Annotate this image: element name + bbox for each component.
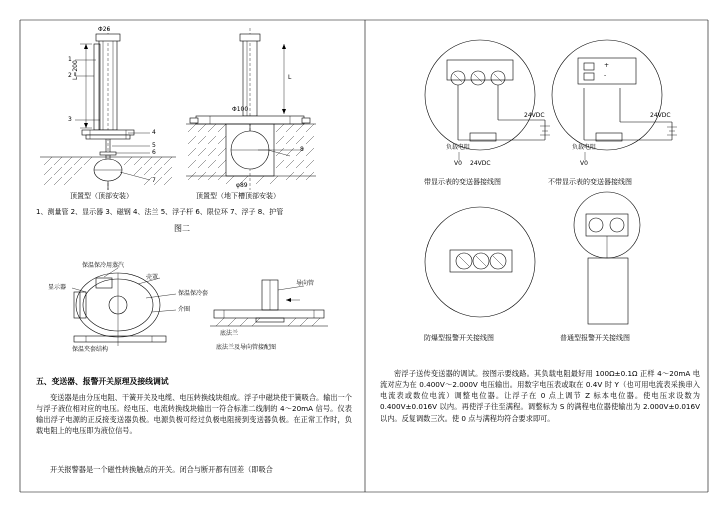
label-flange-guide-caption: 底法兰及导向管接配图 [216,344,277,351]
panel-b-24vdc-top: 24VDC [650,112,671,119]
dim-label-phi89: φ89 [236,182,248,189]
label-steam: 保温保冷用蒸汽 [82,262,125,269]
right-column-text: 密浮子送传变送器的调试。按图示要线路。其负载电阻最好用 100Ω±0.1Ω 正样 4～20mA 电流对应为在 0.400V～2.000V 电压输出。用数字电压表或取在 0.4V 时 Y（也可用电流表采换串入电流表或数位电流）调整电位器。让浮子在 0 点上调节 Z 标本电位器。使电压求设数为 0.400V±0.016V 以内。再使浮子往至满程。调整标为 S 的满程电位器使输出为 2.000V±0.016V 以内。反复调数三次。使 0 点与满程均符合要求即可。 [380,369,700,423]
section-title: 五、变送器、报警开关原理及接线调试 [36,377,169,386]
label-bottom-flange: 底法兰 [220,330,239,337]
panel-a-24vdc-top: 24VDC [524,112,545,119]
panel-a-24vdc: 24VDC [470,160,491,167]
dim-label-l200: L=200 [72,60,79,80]
panel-c-caption: 防爆型报警开关接线图 [424,334,494,342]
label-shell-cover: 壳罩 [146,274,159,281]
callout-1: 1 [68,56,72,63]
dim-label-phi100: Φ100 [232,106,249,113]
callout-2: 2 [68,72,72,79]
label-jacket: 保温保冷套 [178,290,209,297]
panel-b-terminal-plus: + [604,62,610,69]
callout-4: 4 [152,129,156,136]
figure-one-legend: 1、测量管 2、显示器 3、磁钢 4、法兰 5、浮子杆 6、限位环 7、浮子 8、护管 [36,208,284,216]
callout-6: 6 [152,149,156,156]
label-jacket-structure: 保温夹套结构 [72,346,109,353]
panel-b-load-resistor: 负载电阻 [572,144,597,151]
dim-label-phi26: Φ26 [98,26,111,33]
paragraph-two: 开关报警器是一个磁性转换触点的开关。闭合与断开都有回差（即吸合 [50,465,273,474]
figure-one-label: 图二 [174,224,190,233]
panel-a-load-resistor: 负载电阻 [446,144,471,151]
panel-b-caption: 不带显示表的变送器接线图 [548,178,632,186]
dim-label-l: L [288,74,292,81]
callout-7: 7 [152,177,156,184]
callout-5: 5 [152,142,156,149]
panel-b-v0: V0 [580,160,588,167]
paragraph-one: 变送器是由分压电阻、干簧开关及电缆、电压转换线块组成。浮子中磁块使干簧吸合。输出一个与浮子液位相对应的电压。经电压、电流转换线块输出一符合标准二线制的 4～20mA 信号。仪表输出浮子电源的正反接变送器负极。电源负极可经过负极电阻接到变送器负极。在正常工作时，负载电阻上的电压即为液位信号。 [36,393,352,436]
label-display: 显示器 [48,284,67,291]
label-guide-tube: 导向管 [296,280,315,287]
panel-a-caption: 带显示表的变送器接线图 [424,178,501,186]
panel-d-caption: 普通型报警开关接线图 [560,334,630,342]
label-ring: 介圈 [178,306,191,313]
panel-b-terminal-minus: - [604,72,607,79]
figure-one-right-caption: 顶置型（地下槽顶部安装） [196,192,280,200]
panel-a-v0: V0 [454,160,462,167]
callout-8: 8 [300,146,304,153]
figure-one-left-caption: 顶置型（顶部安装） [70,192,133,200]
callout-3: 3 [68,116,72,123]
